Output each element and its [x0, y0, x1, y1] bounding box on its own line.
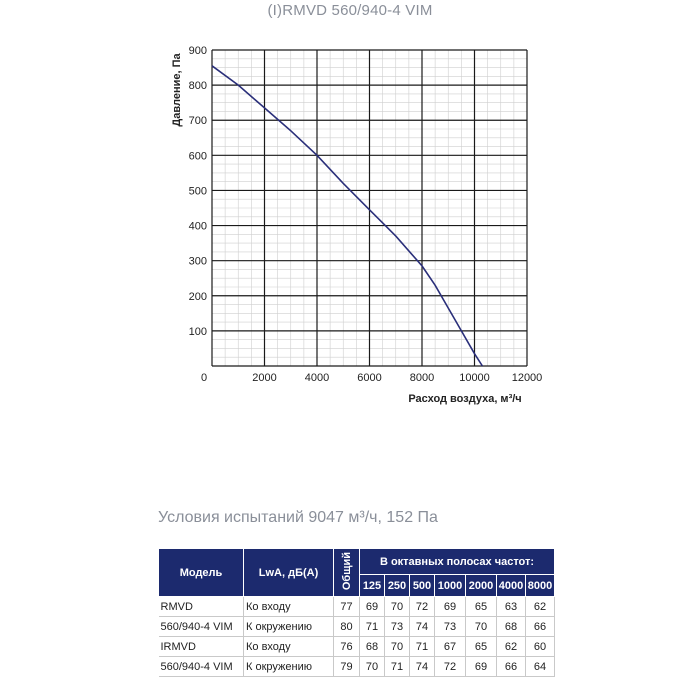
- band-value-cell: 73: [385, 617, 410, 637]
- table-row: [159, 637, 555, 657]
- model-cell: 560/940-4 VIM: [159, 617, 244, 637]
- header-model: Модель: [159, 549, 244, 597]
- band-value-cell: 65: [466, 637, 497, 657]
- y-tick-label: 900: [188, 45, 207, 57]
- header-total: [334, 549, 360, 597]
- model-cell: 560/940-4 VIM: [159, 657, 244, 677]
- band-value-cell: 74: [410, 617, 435, 637]
- header-lwa: LwA, дБ(А): [244, 549, 334, 597]
- y-tick-label: 300: [188, 255, 207, 268]
- x-tick-label: 12000: [511, 372, 543, 384]
- x-tick-label: 0: [200, 372, 208, 384]
- pressure-curve: [212, 66, 482, 366]
- band-value-cell: 70: [466, 617, 497, 637]
- band-value-cell: 63: [497, 597, 526, 617]
- x-tick-labels: [201, 372, 542, 384]
- y-tick-label: 400: [188, 220, 207, 233]
- band-value-cell: 65: [466, 597, 497, 617]
- band-header: 250: [385, 575, 410, 597]
- band-value-cell: 68: [360, 637, 385, 657]
- band-header: 2000: [466, 575, 497, 597]
- header-bands: В октавных полосах частот:: [360, 549, 555, 575]
- table-row: [159, 657, 555, 677]
- x-tick-label: 2000: [252, 372, 277, 384]
- band-value-cell: 70: [385, 637, 410, 657]
- band-header: 8000: [526, 575, 555, 597]
- model-cell: RMVD: [159, 597, 244, 617]
- band-value-cell: 67: [435, 637, 466, 657]
- x-tick-label: 10000: [459, 372, 490, 384]
- band-value-cell: 73: [435, 617, 466, 637]
- y-tick-label: 800: [188, 80, 207, 93]
- condition-cell: К окружению: [244, 657, 334, 677]
- y-tick-label: 100: [188, 325, 207, 338]
- band-header: 1000: [435, 575, 466, 597]
- noise-table: [158, 548, 555, 677]
- band-value-cell: 69: [360, 597, 385, 617]
- band-value-cell: 70: [360, 657, 385, 677]
- y-axis-label: Давление, Па: [171, 53, 183, 127]
- band-value-cell: 69: [466, 657, 497, 677]
- condition-cell: Ко входу: [244, 637, 334, 657]
- y-tick-label: 700: [188, 115, 207, 128]
- band-value-cell: 71: [410, 637, 435, 657]
- band-header: 125: [360, 575, 385, 597]
- condition-cell: К окружению: [244, 617, 334, 637]
- total-cell: 79: [334, 657, 360, 677]
- band-value-cell: 71: [360, 617, 385, 637]
- band-value-cell: 60: [526, 637, 555, 657]
- band-value-cell: 72: [410, 597, 435, 617]
- band-header: 4000: [497, 575, 526, 597]
- header-total-label: Общий: [340, 551, 353, 591]
- x-tick-label: 6000: [357, 372, 382, 384]
- y-tick-labels: [189, 45, 207, 338]
- band-value-cell: 64: [526, 657, 555, 677]
- band-value-cell: 70: [385, 597, 410, 617]
- condition-cell: Ко входу: [244, 597, 334, 617]
- chart-title: (I)RMVD 560/940-4 VIM: [267, 2, 433, 19]
- band-value-cell: 68: [497, 617, 526, 637]
- x-tick-label: 4000: [304, 372, 330, 384]
- x-axis-label: Расход воздуха, м³/ч: [408, 393, 522, 405]
- x-tick-label: 8000: [409, 372, 435, 384]
- total-cell: 77: [334, 597, 360, 617]
- table-row: [159, 597, 555, 617]
- band-value-cell: 74: [410, 657, 435, 677]
- band-value-cell: 66: [526, 617, 555, 637]
- series-group: [212, 66, 482, 366]
- band-value-cell: 69: [435, 597, 466, 617]
- band-value-cell: 71: [385, 657, 410, 677]
- test-conditions: Условия испытаний 9047 м³/ч, 152 Па: [158, 509, 438, 526]
- total-cell: 76: [334, 637, 360, 657]
- band-value-cell: 62: [526, 597, 555, 617]
- band-value-cell: 66: [497, 657, 526, 677]
- model-cell: IRMVD: [159, 637, 244, 657]
- table-row: [159, 617, 555, 637]
- total-cell: 80: [334, 617, 360, 637]
- y-tick-label: 600: [188, 150, 207, 163]
- band-value-cell: 72: [435, 657, 466, 677]
- y-tick-label: 500: [188, 185, 207, 198]
- band-header: 500: [410, 575, 435, 597]
- band-value-cell: 62: [497, 637, 526, 657]
- y-tick-label: 200: [188, 290, 207, 303]
